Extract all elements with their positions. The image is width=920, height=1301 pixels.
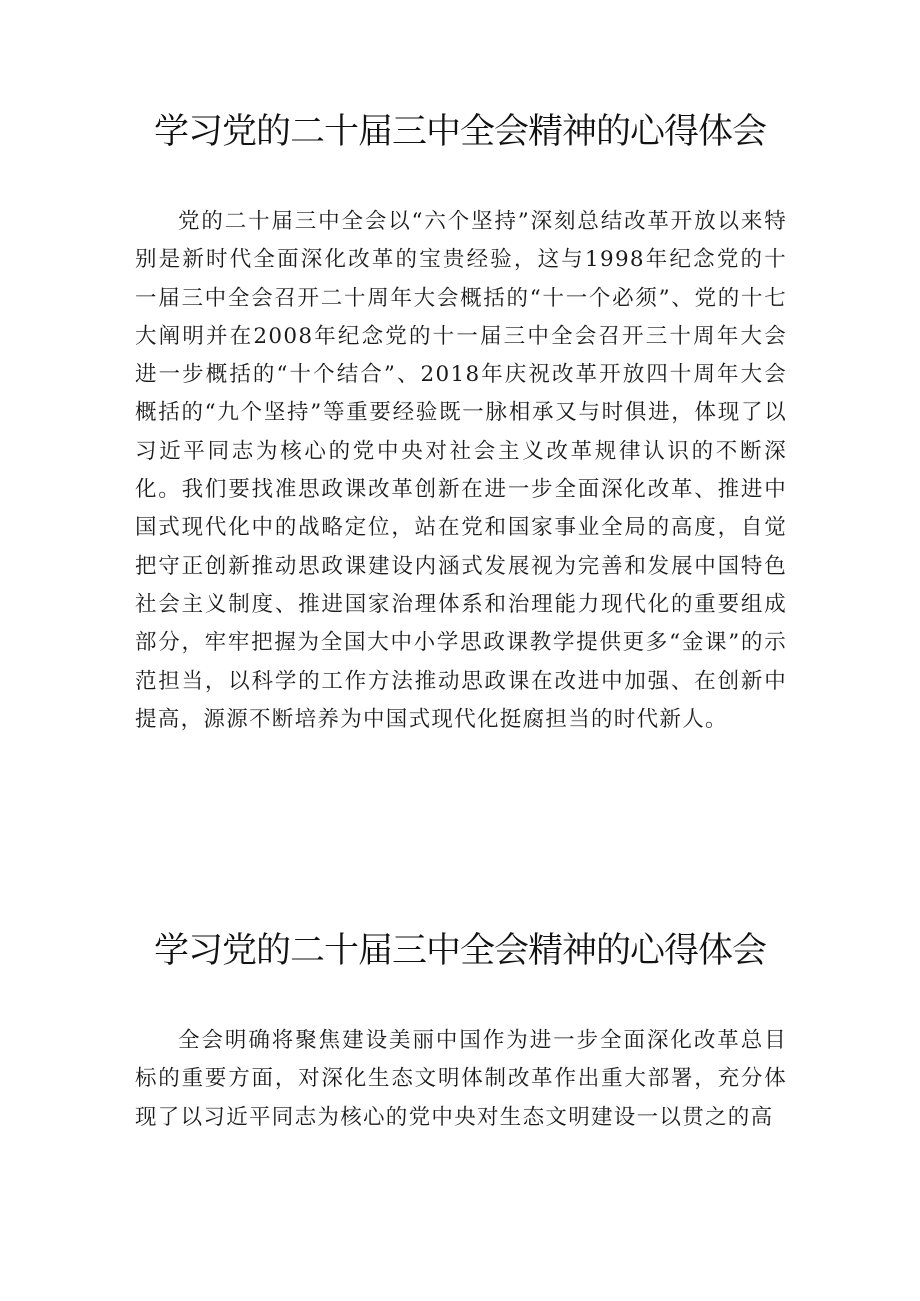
section-paragraph-1: 党的二十届三中全会以“六个坚持”深刻总结改革开放以来特别是新时代全面深化改革的宝贵经验，这与1998年纪念党的十一届三中全会召开二十周年大会概括的“十一个必须”、党的十七大阐明并在2008年纪念党的十一届三中全会召开三十周年大会进一步概括的“十个结合”、2018年庆祝改革开放四十周年大会概括的“九个坚持”等重要经验既一脉相承又与时俱进，体现了以习近平同志为核心的党中央对社会主义改革规律认识的不断深化。我们要找准思政课改革创新在进一步全面深化改革、推进中国式现代化中的战略定位，站在党和国家事业全局的高度，自觉把守正创新推动思政课建设内涵式发展视为完善和发展中国特色社会主义制度、推进国家治理体系和治理能力现代化的重要组成部分，牢牢把握为全国大中小学思政课教学提供更多“金课”的示范担当，以科学的工作方法推动思政课在改进中加强、在创新中提高，源源不断培养为中国式现代化挺腐担当的时代新人。 — [135, 209, 787, 732]
section-paragraph-2: 全会明确将聚焦建设美丽中国作为进一步全面深化改革总目标的重要方面，对深化生态文明体制改革作出重大部署，充分体现了以习近平同志为核心的党中央对生态文明建设一以贯之的高 — [135, 1028, 787, 1130]
section-title-2: 学习党的二十届三中全会精神的心得体会 — [153, 931, 766, 971]
section-title-1: 学习党的二十届三中全会精神的心得体会 — [153, 112, 766, 152]
